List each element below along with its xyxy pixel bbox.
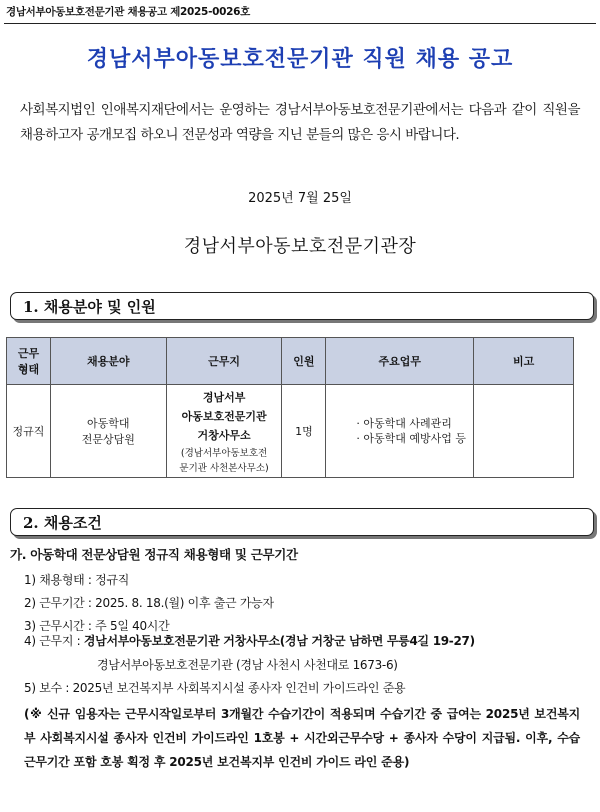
location-sub-1: (경남서부아동보호전 — [180, 447, 268, 459]
section-heading-text: 2. 채용조건 — [23, 514, 102, 532]
column-header-type: 근무 형태 — [7, 338, 51, 385]
section-heading-conditions — [10, 508, 594, 536]
location-line-2: 아동보호전문기관 — [181, 409, 267, 423]
column-header-duties: 주요업무 — [326, 338, 474, 385]
column-header-remarks: 비고 — [474, 338, 574, 385]
cell-count: 1명 — [282, 385, 326, 478]
table-header-row — [7, 338, 574, 385]
duty-item-2: · 아동학대 예방사업 등 — [356, 432, 466, 445]
table-row — [7, 385, 574, 478]
condition-workplace — [24, 632, 475, 649]
condition-work-period: 2) 근무기간 : 2025. 8. 18.(월) 이후 출근 가능자 — [24, 596, 274, 610]
location-sub-2: 문기관 사천본사무소) — [179, 462, 269, 474]
workplace-secondary: 경남서부아동보호전문기관 (경남 사천시 사천대로 1673-6) — [97, 658, 398, 672]
section-heading-positions — [10, 292, 594, 320]
organization-head: 경남서부아동보호전문기관장 — [183, 236, 417, 257]
workplace-main: 경남서부아동보호전문기관 거창사무소(경남 거창군 남하면 무릉4길 19-27) — [83, 634, 475, 648]
field-line-2: 전문상담원 — [81, 433, 135, 446]
cell-field — [50, 385, 166, 478]
cell-type: 정규직 — [7, 385, 51, 478]
subsection-heading: 가. 아동학대 전문상담원 정규직 채용형태 및 근무기간 — [10, 547, 298, 562]
section-heading-text: 1. 채용분야 및 인원 — [23, 298, 156, 316]
column-header-location: 근무지 — [166, 338, 282, 385]
condition-salary: 5) 보수 : 2025년 보건복지부 사회복지시설 종사자 인건비 가이드라인 준용 — [24, 681, 406, 695]
probation-note: (※ 신규 임용자는 근무시작일로부터 3개월간 수습기간이 적용되며 수습기간 중 급여는 2025년 보건복지부 사회복지시설 종사자 인건비 가이드라인 1호봉 + 시간외근무수당 + 종사자 수당이 지급됨. 이후, 수습 근무기간 포함 호봉 획정 후 2025년 보건복지부 인건비 가이드 라인 준용) — [24, 707, 580, 769]
document-header: 경남서부아동보호전문기관 채용공고 제2025-0026호 — [6, 6, 250, 18]
cell-remarks — [474, 385, 574, 478]
column-header-count: 인원 — [282, 338, 326, 385]
location-line-3: 거창사무소 — [197, 428, 251, 442]
duty-item-1: · 아동학대 사례관리 — [356, 417, 452, 430]
header-divider — [4, 23, 596, 24]
workplace-label: 4) 근무지 : — [24, 634, 84, 648]
field-line-1: 아동학대 — [87, 417, 130, 430]
condition-employment-type: 1) 채용형태 : 정규직 — [24, 573, 130, 587]
location-line-1: 경남서부 — [202, 390, 246, 404]
cell-duties — [326, 385, 474, 478]
intro-paragraph: 사회복지법인 인애복지재단에서는 운영하는 경남서부아동보호전문기관에서는 다음과 같이 직원을 채용하고자 공개모집 하오니 전문성과 역량을 지닌 분들의 많은 응시 바랍니다. — [20, 102, 580, 143]
announcement-date: 2025년 7월 25일 — [248, 191, 352, 206]
positions-table — [6, 337, 574, 478]
condition-work-hours: 3) 근무시간 : 주 5일 40시간 — [24, 619, 170, 633]
cell-location — [166, 385, 282, 478]
column-header-field: 채용분야 — [50, 338, 166, 385]
page-title: 경남서부아동보호전문기관 직원 채용 공고 — [86, 46, 514, 72]
